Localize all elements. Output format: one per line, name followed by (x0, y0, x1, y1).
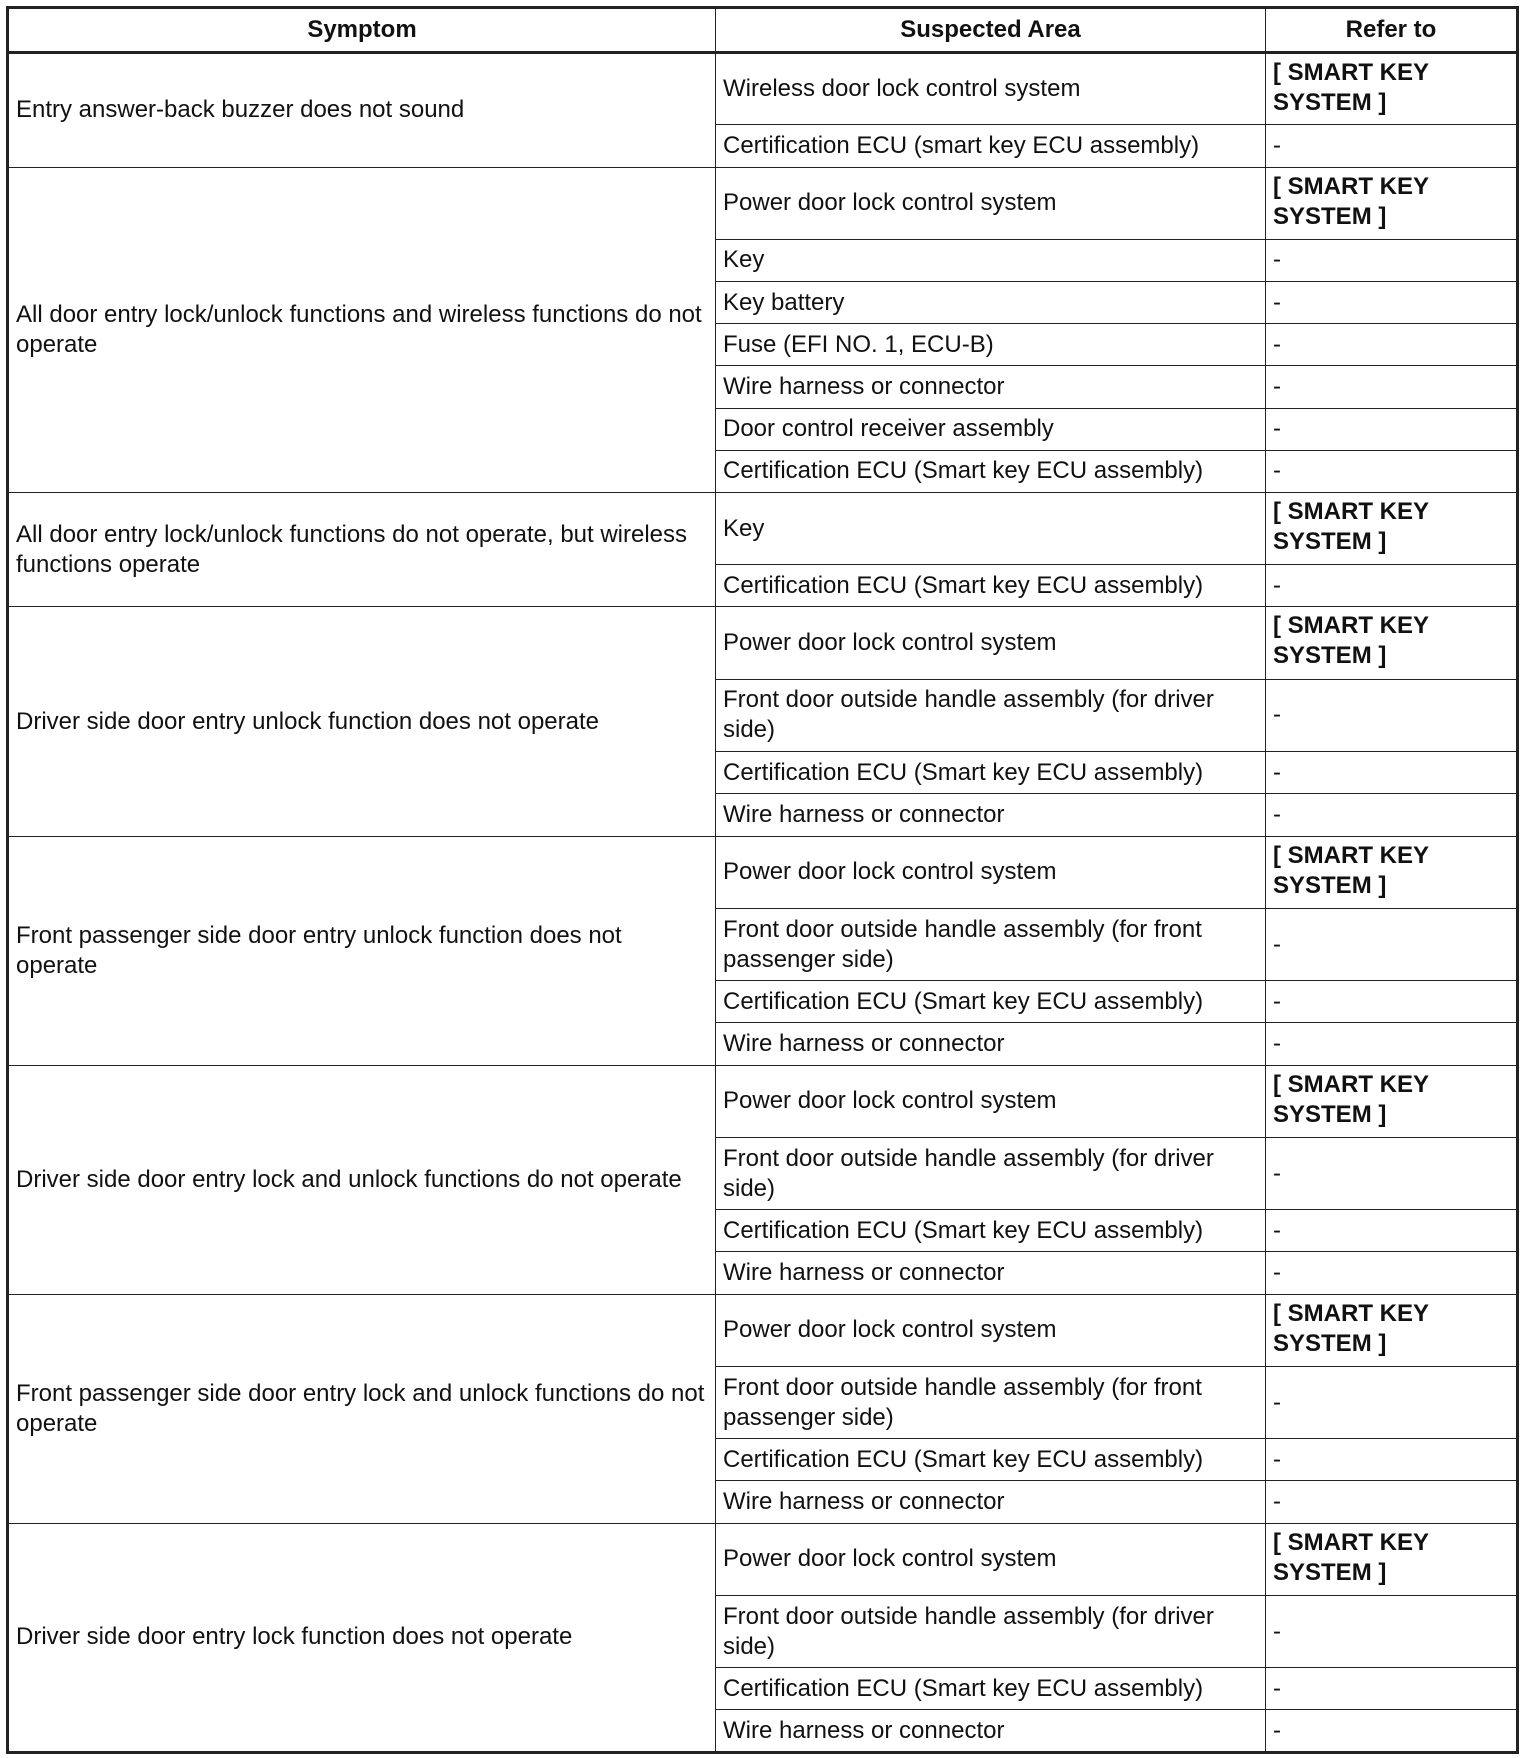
symptom-cell: Driver side door entry lock and unlock functions do not operate (8, 1065, 716, 1294)
table-row (8, 1294, 1518, 1366)
refer-to-cell: - (1266, 1481, 1518, 1523)
suspected-area-cell: Power door lock control system (716, 1523, 1266, 1595)
suspected-area-cell: Certification ECU (Smart key ECU assembly) (716, 1439, 1266, 1481)
suspected-area-cell: Key battery (716, 282, 1266, 324)
table-row (8, 607, 1518, 679)
suspected-area-cell: Power door lock control system (716, 836, 1266, 908)
suspected-area-cell: Wire harness or connector (716, 794, 1266, 836)
suspected-area-cell: Key (716, 492, 1266, 564)
header-row (8, 8, 1518, 53)
refer-to-cell: - (1266, 366, 1518, 408)
refer-to-link[interactable]: [ SMART KEY SYSTEM ] (1266, 1294, 1518, 1366)
refer-to-cell: - (1266, 1366, 1518, 1438)
suspected-area-cell: Wire harness or connector (716, 366, 1266, 408)
suspected-area-cell: Certification ECU (Smart key ECU assembly) (716, 565, 1266, 607)
refer-to-cell: - (1266, 565, 1518, 607)
refer-to-cell: - (1266, 679, 1518, 751)
refer-to-cell: - (1266, 450, 1518, 492)
header-symptom: Symptom (8, 8, 716, 53)
suspected-area-cell: Door control receiver assembly (716, 408, 1266, 450)
suspected-area-cell: Power door lock control system (716, 1065, 1266, 1137)
suspected-area-cell: Certification ECU (Smart key ECU assembly) (716, 981, 1266, 1023)
suspected-area-cell: Front door outside handle assembly (for front passenger side) (716, 908, 1266, 980)
refer-to-cell: - (1266, 1023, 1518, 1065)
table-row (8, 1523, 1518, 1595)
table-row (8, 1065, 1518, 1137)
symptom-cell: Driver side door entry lock function does not operate (8, 1523, 716, 1752)
suspected-area-cell: Key (716, 239, 1266, 281)
suspected-area-cell: Power door lock control system (716, 607, 1266, 679)
refer-to-cell: - (1266, 282, 1518, 324)
suspected-area-cell: Front door outside handle assembly (for driver side) (716, 1595, 1266, 1667)
refer-to-cell: - (1266, 1137, 1518, 1209)
troubleshooting-table (6, 6, 1519, 1754)
suspected-area-cell: Wire harness or connector (716, 1023, 1266, 1065)
suspected-area-cell: Fuse (EFI NO. 1, ECU-B) (716, 324, 1266, 366)
symptom-cell: Driver side door entry unlock function does not operate (8, 607, 716, 836)
suspected-area-cell: Wire harness or connector (716, 1252, 1266, 1294)
refer-to-link[interactable]: [ SMART KEY SYSTEM ] (1266, 607, 1518, 679)
suspected-area-cell: Wireless door lock control system (716, 53, 1266, 125)
refer-to-cell: - (1266, 125, 1518, 167)
refer-to-cell: - (1266, 981, 1518, 1023)
suspected-area-cell: Front door outside handle assembly (for driver side) (716, 679, 1266, 751)
suspected-area-cell: Certification ECU (Smart key ECU assembly) (716, 752, 1266, 794)
refer-to-cell: - (1266, 324, 1518, 366)
refer-to-cell: - (1266, 1668, 1518, 1710)
refer-to-cell: - (1266, 1210, 1518, 1252)
refer-to-link[interactable]: [ SMART KEY SYSTEM ] (1266, 492, 1518, 564)
suspected-area-cell: Certification ECU (Smart key ECU assembly) (716, 450, 1266, 492)
refer-to-cell: - (1266, 408, 1518, 450)
refer-to-link[interactable]: [ SMART KEY SYSTEM ] (1266, 1523, 1518, 1595)
symptom-cell: All door entry lock/unlock functions and wireless functions do not operate (8, 167, 716, 492)
refer-to-link[interactable]: [ SMART KEY SYSTEM ] (1266, 1065, 1518, 1137)
table-row (8, 492, 1518, 564)
refer-to-link[interactable]: [ SMART KEY SYSTEM ] (1266, 53, 1518, 125)
refer-to-cell: - (1266, 1439, 1518, 1481)
header-suspected-area: Suspected Area (716, 8, 1266, 53)
suspected-area-cell: Power door lock control system (716, 167, 1266, 239)
suspected-area-cell: Certification ECU (Smart key ECU assembly) (716, 1668, 1266, 1710)
suspected-area-cell: Certification ECU (smart key ECU assembly) (716, 125, 1266, 167)
refer-to-link[interactable]: [ SMART KEY SYSTEM ] (1266, 836, 1518, 908)
suspected-area-cell: Wire harness or connector (716, 1710, 1266, 1753)
refer-to-cell: - (1266, 1710, 1518, 1753)
table-body (8, 53, 1518, 1753)
symptom-cell: Entry answer-back buzzer does not sound (8, 53, 716, 168)
symptom-cell: Front passenger side door entry unlock function does not operate (8, 836, 716, 1065)
table-row (8, 167, 1518, 239)
refer-to-cell: - (1266, 1252, 1518, 1294)
table-row (8, 836, 1518, 908)
symptom-cell: Front passenger side door entry lock and unlock functions do not operate (8, 1294, 716, 1523)
table-row (8, 53, 1518, 125)
refer-to-cell: - (1266, 908, 1518, 980)
symptom-cell: All door entry lock/unlock functions do not operate, but wireless functions operate (8, 492, 716, 607)
refer-to-cell: - (1266, 752, 1518, 794)
refer-to-cell: - (1266, 239, 1518, 281)
suspected-area-cell: Wire harness or connector (716, 1481, 1266, 1523)
suspected-area-cell: Front door outside handle assembly (for front passenger side) (716, 1366, 1266, 1438)
suspected-area-cell: Power door lock control system (716, 1294, 1266, 1366)
refer-to-cell: - (1266, 1595, 1518, 1667)
refer-to-link[interactable]: [ SMART KEY SYSTEM ] (1266, 167, 1518, 239)
suspected-area-cell: Certification ECU (Smart key ECU assembly) (716, 1210, 1266, 1252)
refer-to-cell: - (1266, 794, 1518, 836)
header-refer-to: Refer to (1266, 8, 1518, 53)
suspected-area-cell: Front door outside handle assembly (for driver side) (716, 1137, 1266, 1209)
